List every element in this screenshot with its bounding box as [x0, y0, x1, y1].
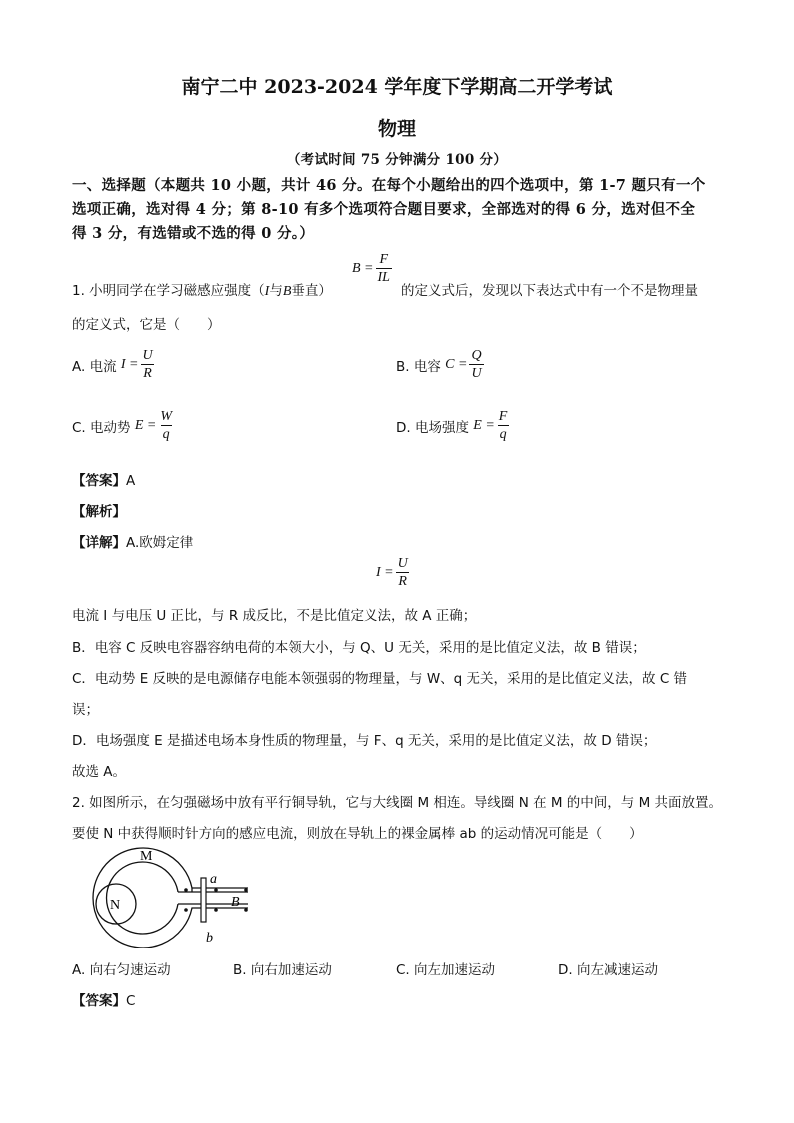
q2-option-b: B. 向右加速运动: [233, 962, 332, 978]
ohm-numerator: U: [397, 556, 408, 571]
metal-rod-ab: [201, 878, 206, 922]
option-d-label: D. 电场强度: [396, 419, 469, 436]
option-a-denominator: R: [143, 366, 152, 382]
answer-tag: 【答案】: [72, 473, 126, 489]
formula-numerator: F: [379, 252, 388, 267]
option-c-lhs: E =: [134, 417, 157, 433]
q1-detail: [72, 531, 193, 551]
ohm-law-formula: [376, 556, 412, 590]
ohm-denominator: R: [398, 574, 407, 590]
option-d-numerator: F: [498, 409, 508, 424]
q2-option-c: C. 向左加速运动: [396, 962, 496, 978]
option-b-lhs: C =: [445, 356, 468, 372]
option-b-denominator: U: [471, 366, 482, 382]
option-a-numerator: U: [142, 348, 153, 363]
q1-analysis-tag: 【解析】: [72, 504, 126, 520]
answer-value: C: [126, 993, 136, 1009]
detail-a: A.欧姆定律: [126, 535, 194, 551]
section-instruction-line-1: 一、选择题（本题共 10 小题，共计 46 分。在每个小题给出的四个选项中，第 1-7 题只有一个: [72, 177, 706, 194]
q2-stem-line-2: 要使 N 中获得顺时针方向的感应电流，则放在导轨上的裸金属棒 ab 的运动情况可能是（ ）: [72, 826, 643, 842]
q2-option-d: D. 向左减速运动: [558, 962, 658, 978]
label-b: b: [206, 931, 213, 946]
option-b-label: B. 电容: [396, 358, 441, 375]
q1-stem-part-1: [72, 279, 332, 300]
option-c-denominator: q: [162, 427, 170, 443]
label-M: M: [140, 849, 153, 864]
option-b-numerator: Q: [471, 348, 482, 363]
q1-answer: [72, 469, 135, 489]
ohm-lhs: I =: [376, 564, 394, 580]
q1-option-b: [396, 348, 486, 382]
q2-stem-line-1: 2. 如图所示，在匀强磁场中放有平行铜导轨，它与大线圈 M 相连。导线圈 N 在 M 的中间，与 M 共面放置。: [72, 795, 723, 811]
formula-denominator: IL: [377, 270, 390, 286]
q1-stem-b: 垂直）: [291, 283, 332, 299]
detail-tag: 【详解】: [72, 535, 126, 551]
section-instruction-line-3: 得 3 分，有选错或不选的得 0 分。）: [72, 225, 315, 242]
option-a-label: A. 电流: [72, 358, 117, 375]
q1-explanation-b: B．电容 C 反映电容器容纳电荷的本领大小，与 Q、U 无关，采用的是比值定义法，故 B 错误；: [72, 640, 646, 656]
q1-option-c: [72, 409, 176, 443]
option-d-lhs: E =: [473, 417, 495, 433]
q1-definition-formula: [352, 252, 394, 286]
q1-explanation-d: D．电场强度 E 是描述电场本身性质的物理量，与 F、q 无关，采用的是比值定义法，故 D 错误；: [72, 733, 657, 749]
option-c-numerator: W: [160, 409, 172, 424]
option-d-denominator: q: [499, 427, 507, 443]
q1-conclusion: 故选 A。: [72, 764, 127, 780]
option-a-lhs: I =: [120, 356, 139, 372]
answer-value: A: [126, 473, 136, 489]
q1-stem-part-3: 的定义式，它是（ ）: [72, 317, 221, 333]
q1-stem-part-2: 的定义式后，发现以下表达式中有一个不是物理量: [401, 283, 698, 299]
q1-stem-var-I: I: [264, 284, 270, 299]
subject-title: 物理: [377, 118, 416, 140]
exam-info: （考试时间 75 分钟满分 100 分）: [286, 152, 508, 168]
q2-answer: [72, 989, 135, 1009]
q1-stem-var-B: B: [282, 284, 292, 299]
label-B: B: [231, 895, 240, 910]
formula-lhs: B =: [352, 260, 374, 276]
answer-tag: 【答案】: [72, 993, 126, 1009]
q1-stem-with: 与: [269, 283, 283, 299]
q1-option-a: [72, 348, 157, 382]
q1-explanation-a: 电流 I 与电压 U 正比，与 R 成反比，不是比值定义法，故 A 正确；: [72, 608, 477, 624]
label-a: a: [210, 872, 217, 887]
section-instruction-line-2: 选项正确，选对得 4 分；第 8-10 有多个选项符合题目要求，全部选对的得 6 分，选对但不全: [72, 201, 696, 218]
q1-explanation-c-1: C．电动势 E 反映的是电源储存电能本领强弱的物理量，与 W、q 无关，采用的是比值定义法，故 C 错: [72, 671, 688, 687]
q1-option-d: [396, 409, 511, 443]
coil-rail-diagram: [68, 846, 268, 948]
q1-stem-a: 1. 小明同学在学习磁感应强度（: [72, 283, 265, 299]
option-c-label: C. 电动势: [72, 419, 131, 436]
label-N: N: [110, 898, 121, 913]
page-title: 南宁二中 2023-2024 学年度下学期高二开学考试: [181, 76, 613, 98]
q1-explanation-c-2: 误；: [72, 702, 99, 718]
q2-option-a: A. 向右匀速运动: [72, 962, 171, 978]
